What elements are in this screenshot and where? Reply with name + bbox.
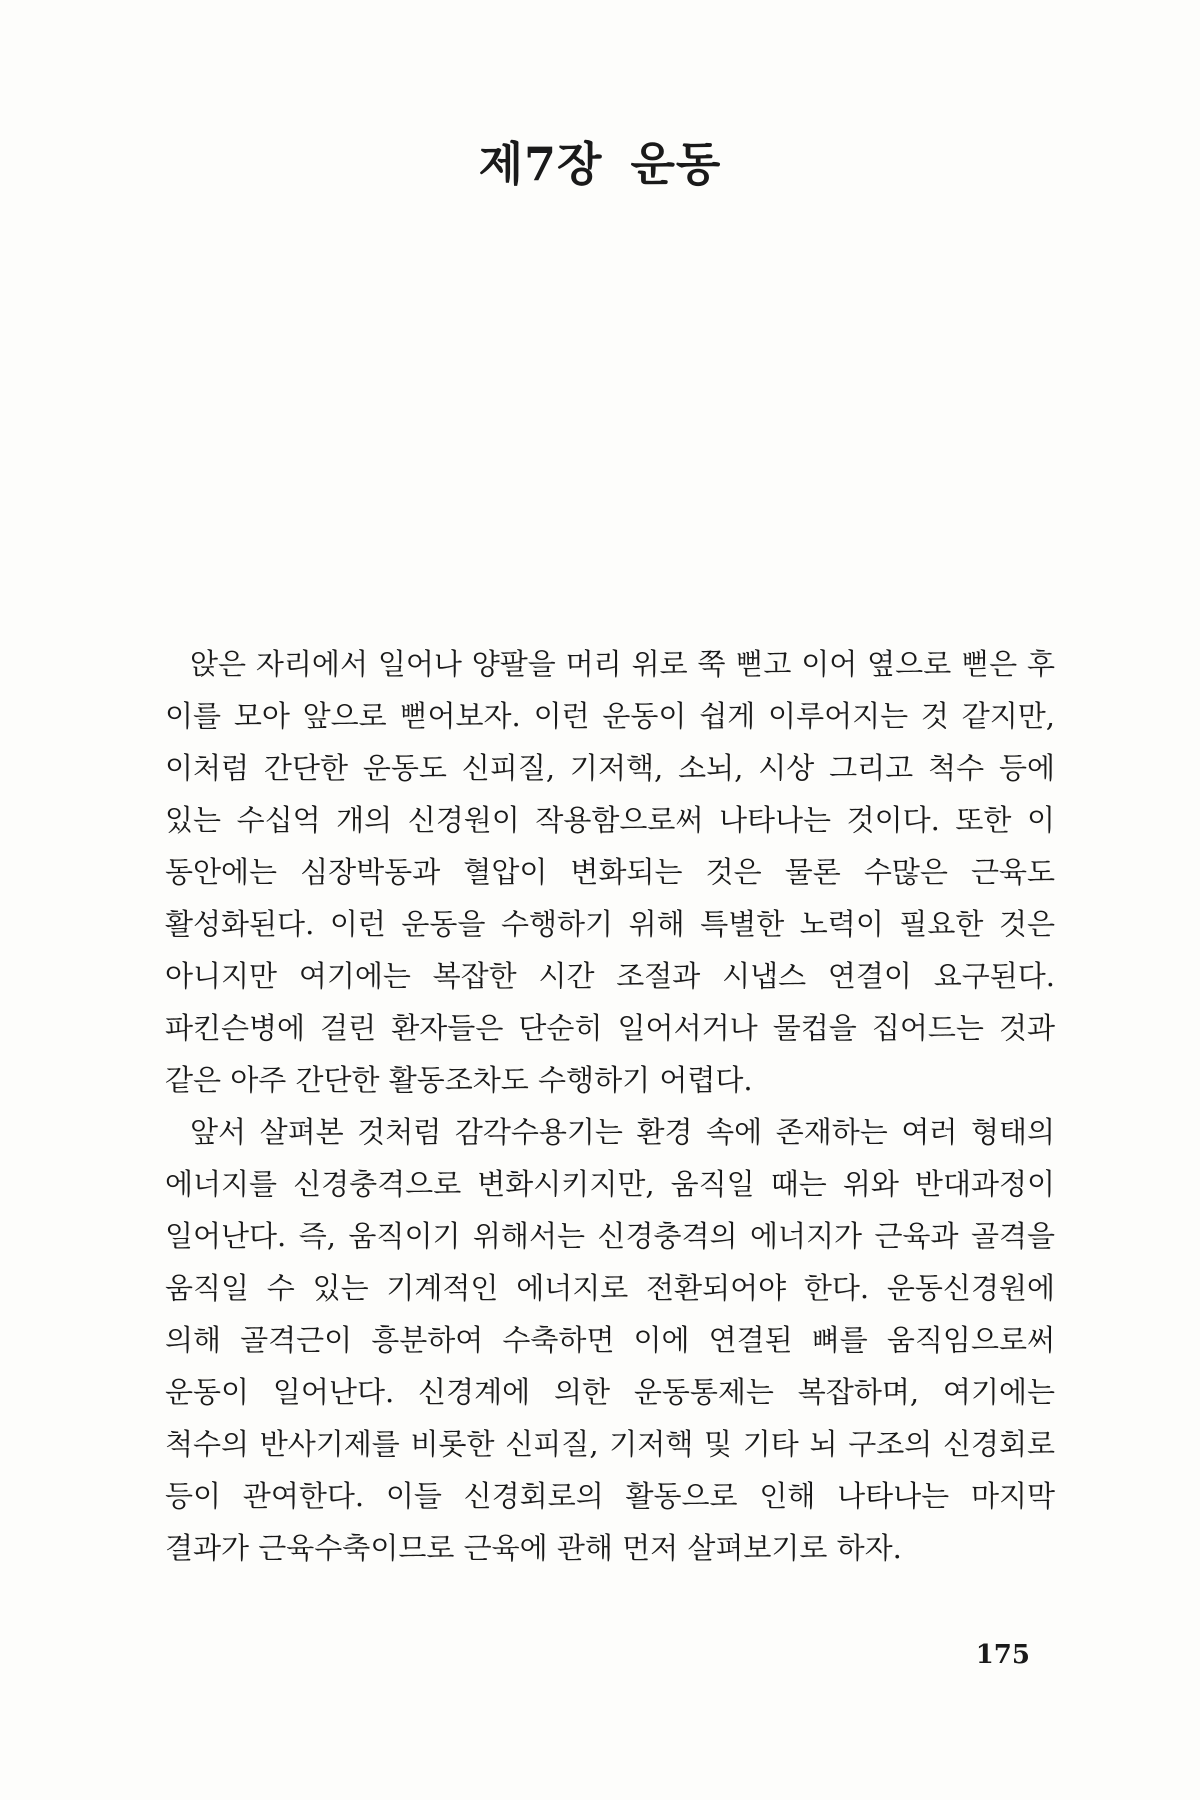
chapter-number: 제7장 [478, 137, 603, 191]
paragraph: 앉은 자리에서 일어나 양팔을 머리 위로 쭉 뻗고 이어 옆으로 뻗은 후 이를 모아 앞으로 뻗어보자. 이런 운동이 쉽게 이루어지는 것 같지만, 이처럼 간단한 운동도 신피질, 기저핵, 소뇌, 시상 그리고 척수 등에 있는 수십억 개의 신경원이 작용함으로써 나타나는 것이다. 또한 이 동안에는 심장박동과 혈압이 변화되는 것은 물론 수많은 근육도 활성화된다. 이런 운동을 수행하기 위해 특별한 노력이 필요한 것은 아니지만 여기에는 복잡한 시간 조절과 시냅스 연결이 요구된다. 파킨슨병에 걸린 환자들은 단순히 일어서거나 물컵을 집어드는 것과 같은 아주 간단한 활동조차도 수행하기 어렵다. [165, 647, 1055, 1097]
chapter-title [0, 128, 1200, 194]
page-number: 175 [975, 1640, 1030, 1670]
chapter-name: 운동 [630, 137, 722, 191]
chapter-body [165, 638, 1055, 1574]
paragraph: 앞서 살펴본 것처럼 감각수용기는 환경 속에 존재하는 여러 형태의 에너지를 신경충격으로 변화시키지만, 움직일 때는 위와 반대과정이 일어난다. 즉, 움직이기 위해서는 신경충격의 에너지가 근육과 골격을 움직일 수 있는 기계적인 에너지로 전환되어야 한다. 운동신경원에 의해 골격근이 흥분하여 수축하면 이에 연결된 뼈를 움직임으로써 운동이 일어난다. 신경계에 의한 운동통제는 복잡하며, 여기에는 척수의 반사기제를 비롯한 신피질, 기저핵 및 기타 뇌 구조의 신경회로 등이 관여한다. 이들 신경회로의 활동으로 인해 나타나는 마지막 결과가 근육수축이므로 근육에 관해 먼저 살펴보기로 하자. [165, 1115, 1055, 1565]
